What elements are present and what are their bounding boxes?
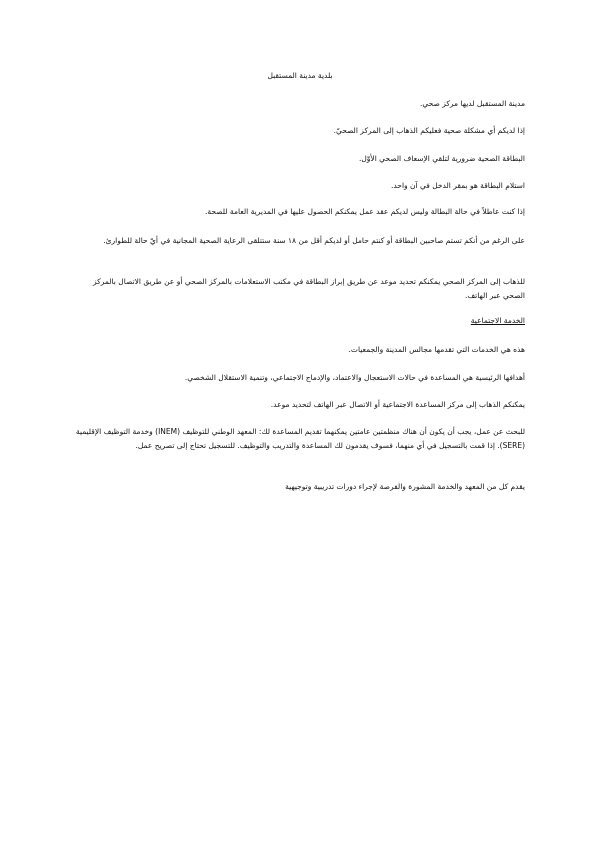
paragraph-unemployed: إذا كنت عاطلاً في حالة البطالة وليس لديكم عقد عمل يمكنكم الحصول عليها في المديرية العامة للصحة. [205,207,525,216]
paragraph-social-center: يمكنكم الذهاب إلى مركز المساعدة الاجتماعية أو الاتصال عبر الهاتف لتحديد موعد. [270,400,525,409]
paragraph-training: يقدم كل من المعهد والخدمة المشورة والفرصة لإجراء دورات تدريبية وتوجيهية [285,482,525,491]
paragraph-card-pickup: استلام البطاقة هو بمقر الدخل في آن واحد. [390,181,525,190]
paragraph-health-problem: إذا لديكم أي مشكلة صحية فعليكم الذهاب إلى المركز الصحيّ. [333,126,525,135]
paragraph-services: هذه هي الخدمات التي تقدمها مجالس المدينة والجمعيات. [348,345,525,354]
paragraph-health-card: البطاقة الصحية ضرورية لتلقي الإسعاف الصحي الأوّل. [358,154,525,163]
paragraph-health-center: مدينة المستقبل لديها مركز صحي. [419,99,525,108]
document-title: بلدية مدينة المستقبل [267,71,333,80]
paragraph-free-care: على الرغم من أنكم تستم صاحبين البطاقة أو كنتم حامل أو لديكم أقل من ١٨ سنة ستتلقى الرعاية الصحية المجانية في أيّ حالة للطوارئ. [103,236,525,245]
paragraph-job-search: للبحث عن عمل، يجب أن يكون أن هناك منظمتين عامتين يمكنهما تقديم المساعدة لك: المعهد الوطني للتوظيف (INEM) وخدمة التوظيف الإقليمية (SERE). إذا قمت بالتسجيل في أي منهما، فسوف يقدمون لك المساعدة والتدريب والتوظيف. للتسجيل تحتاج إلى تصريح عمل. [75,427,525,450]
section-heading-social-service: الخدمة الاجتماعية [470,316,525,325]
paragraph-appointment: للذهاب إلى المركز الصحي يمكنكم تحديد موعد عن طريق إبراز البطاقة في مكتب الاستعلامات بالمركز الصحي أو عن طريق الاتصال بالمركز الصحي عبر الهاتف. [93,277,525,300]
paragraph-goals: أهدافها الرئيسية هي المساعدة في حالات الاستعجال والاعتماد، والإدماج الاجتماعي، وتنمية الاستقلال الشخصي. [184,373,525,382]
